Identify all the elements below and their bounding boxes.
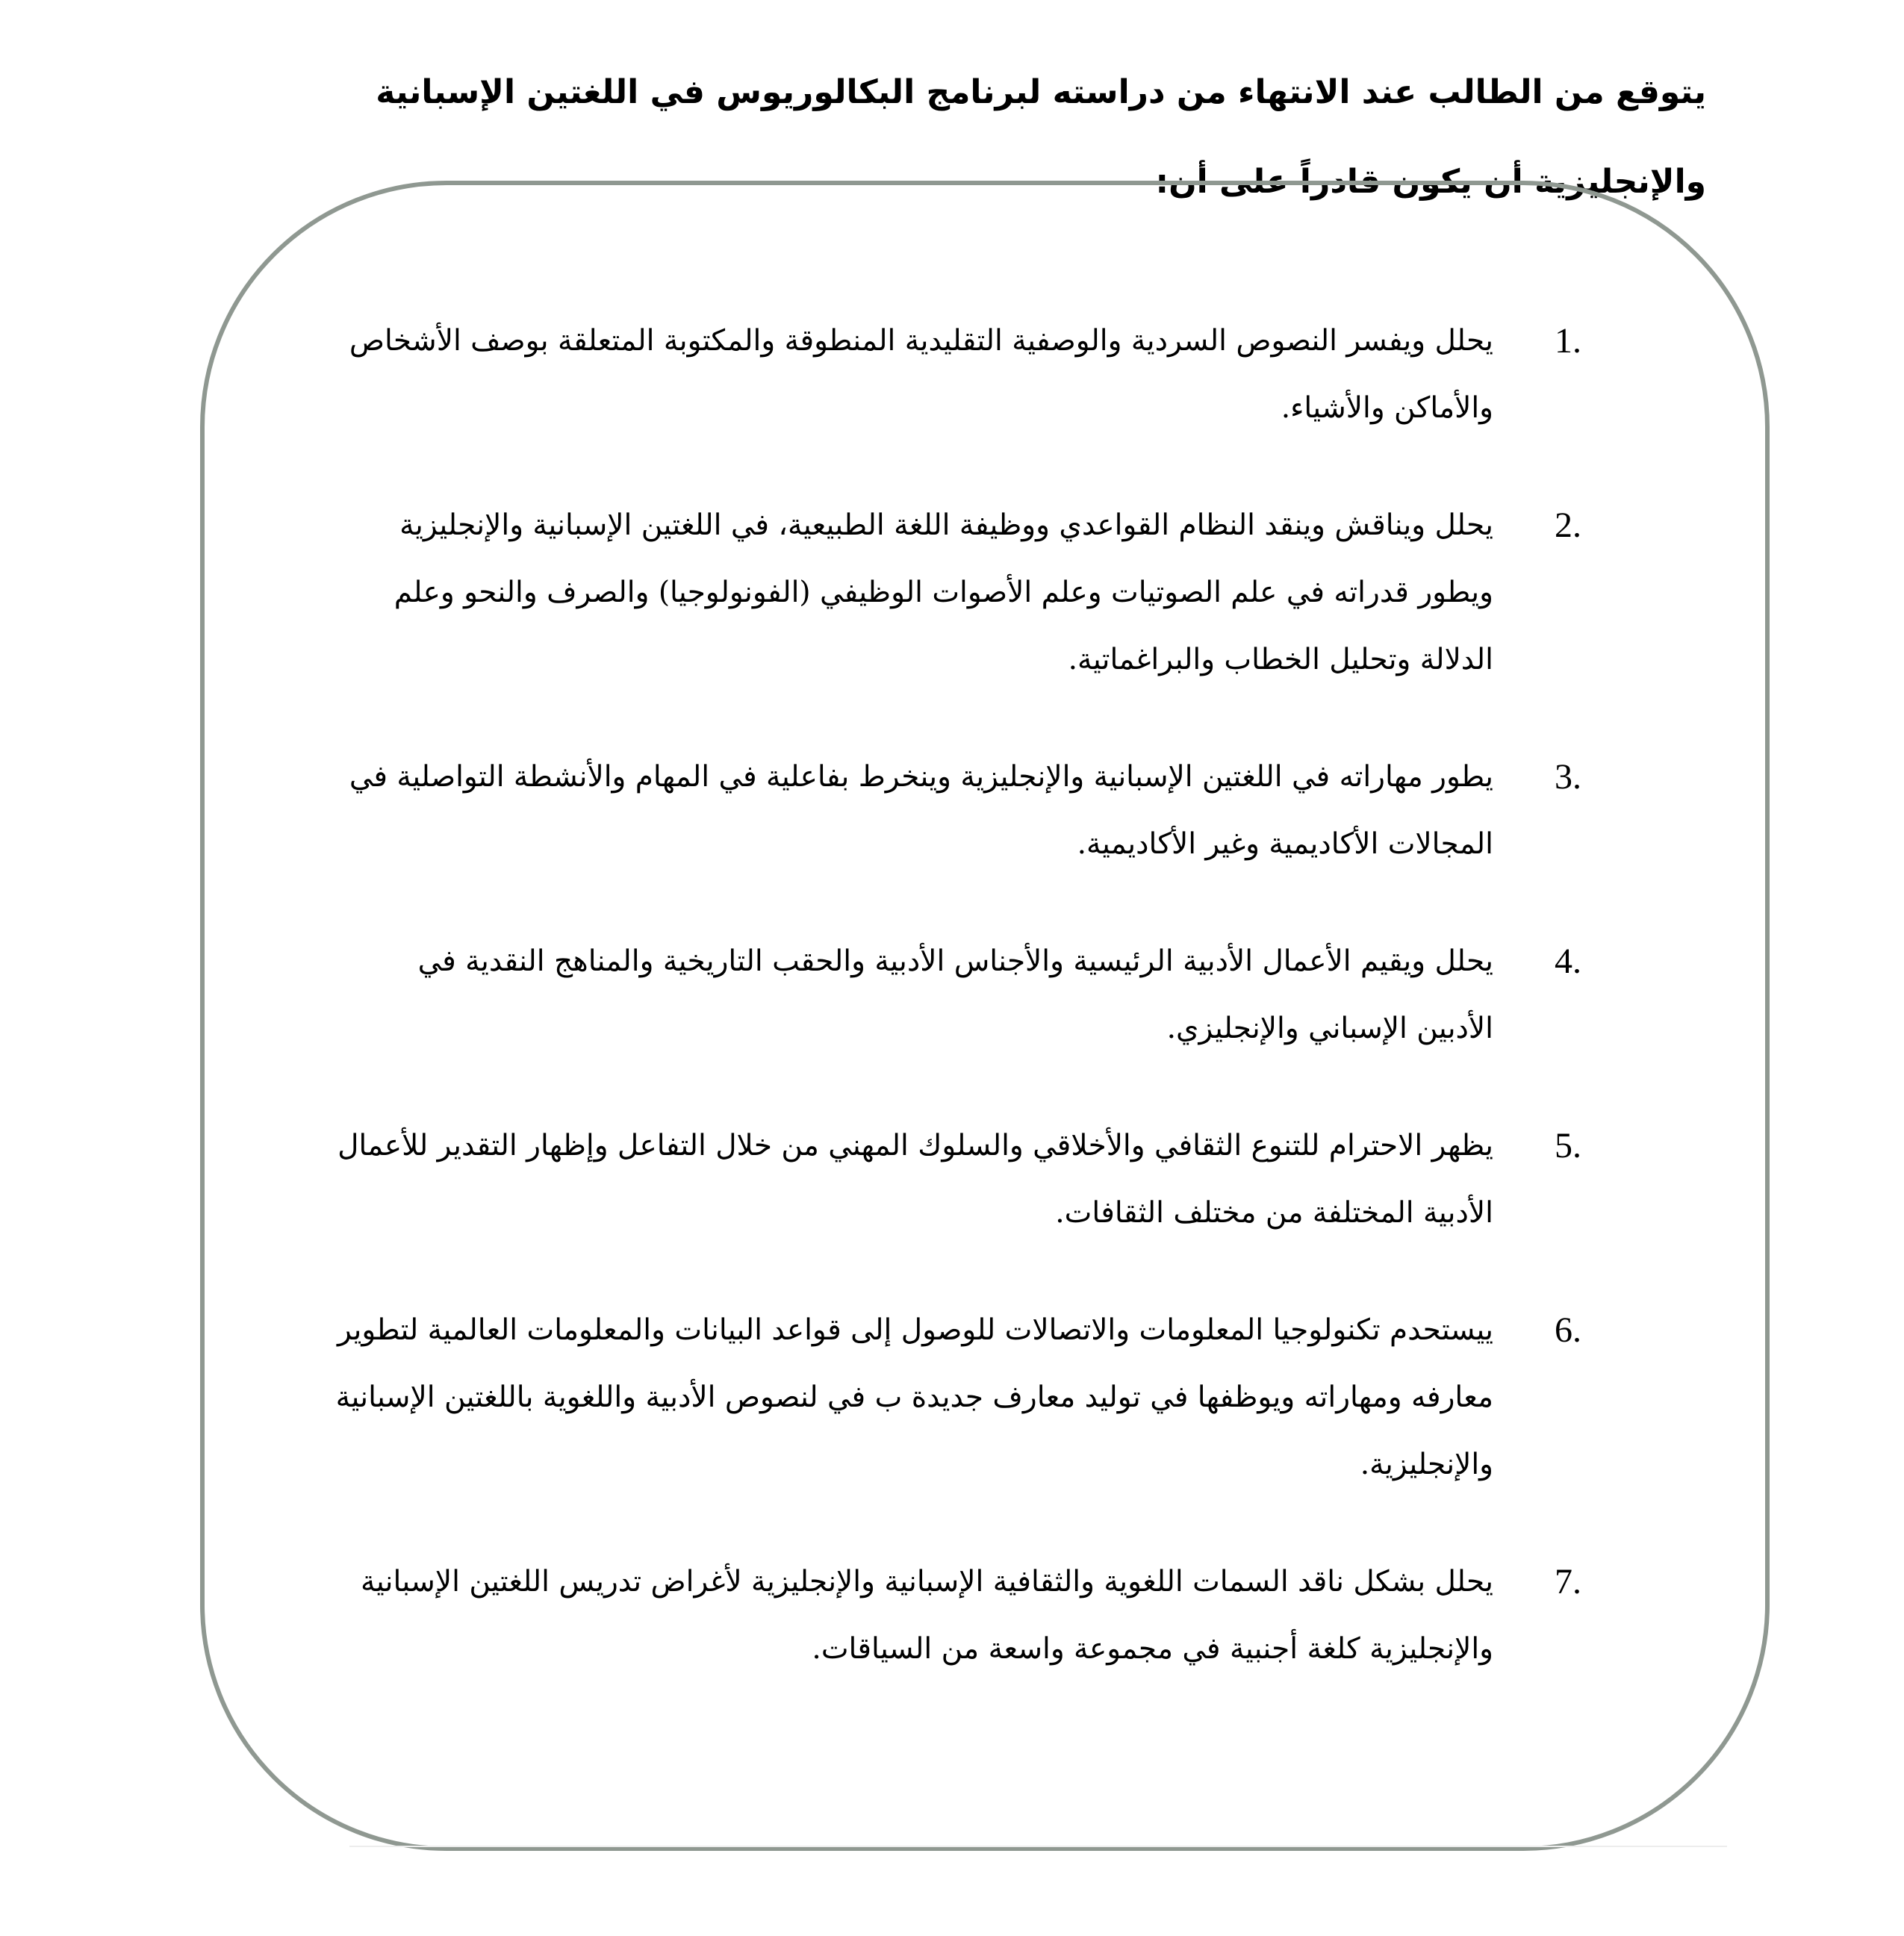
- outcome-item: [335, 1112, 1581, 1247]
- outcome-number: 3.: [1555, 757, 1581, 797]
- outcome-text: ييستحدم تكنولوجيا المعلومات والاتصالات للوصول إلى قواعد البيانات والمعلومات العالمية لتطوير معارفه ومهاراته ويوظفها في توليد معارف جديدة ب في لنصوص الأدبية واللغوية باللغتين الإسبانية والإنجليزية.: [335, 1313, 1493, 1481]
- outcome-item: [335, 1549, 1581, 1683]
- outcome-text: يظهر الاحترام للتنوع الثقافي والأخلاقي والسلوك المهني من خلال التفاعل وإظهار التقدير للأعمال الأدبية المختلفة من مختلف الثقافات.: [337, 1129, 1493, 1230]
- outcome-number: 2.: [1555, 505, 1581, 545]
- outcome-number: 7.: [1555, 1562, 1581, 1602]
- outcome-text: يحلل ويقيم الأعمال الأدبية الرئيسية والأجناس الأدبية والحقب التاريخية والمناهج النقدية في الأدبين الإسباني والإنجليزي.: [417, 944, 1493, 1045]
- outcome-number: 5.: [1555, 1126, 1581, 1165]
- outcome-text: يحلل بشكل ناقد السمات اللغوية والثقافية الإسبانية والإنجليزية لأغراض تدريس اللغتين الإسبانية والإنجليزية كلغة أجنبية في مجموعة واسعة من السياقات.: [360, 1565, 1493, 1666]
- outcome-item: [335, 928, 1581, 1062]
- outcome-item: [335, 492, 1581, 694]
- outcome-item: [335, 308, 1581, 442]
- outcome-text: يطور مهاراته في اللغتين الإسبانية والإنجليزية وينخرط بفاعلية في المهام والأنشطة التواصلية في المجالات الأكاديمية وغير الأكاديمية.: [349, 760, 1493, 861]
- outcome-number: 1.: [1555, 321, 1581, 361]
- footer-divider: [349, 1846, 1727, 1847]
- outcome-item: [335, 744, 1581, 878]
- outcome-text: يحلل ويناقش وينقد النظام القواعدي ووظيفة اللغة الطبيعية، في اللغتين الإسبانية والإنجليزية ويطور قدراته في علم الصوتيات وعلم الأصوات الوظيفي (الفونولوجيا) والصرف والنحو وعلم الدلالة وتحليل الخطاب والبراغماتية.: [393, 508, 1493, 676]
- outcome-number: 4.: [1555, 941, 1581, 981]
- outcome-number: 6.: [1555, 1310, 1581, 1350]
- outcome-text: يحلل ويفسر النصوص السردية والوصفية التقليدية المنطوقة والمكتوبة المتعلقة بوصف الأشخاص والأماكن والأشياء.: [349, 324, 1493, 425]
- intro-heading: يتوقع من الطالب عند الانتهاء من دراسته لبرنامج البكالوريوس في اللغتين الإسبانية والإنجليزية أن يكون قادراً على أن:: [376, 73, 1706, 201]
- outcome-item: [335, 1297, 1581, 1498]
- learning-outcomes-list: [335, 308, 1581, 1683]
